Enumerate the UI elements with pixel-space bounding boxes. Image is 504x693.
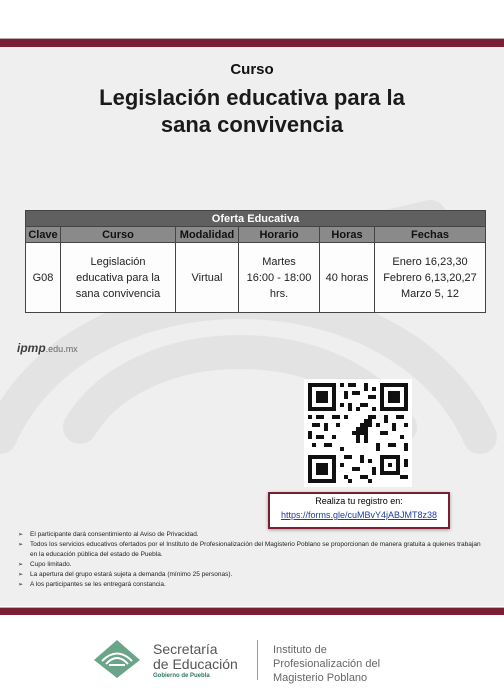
sep-name-line-2: de Educación	[153, 656, 238, 672]
cell-curso	[61, 243, 176, 313]
list-item: ➢ Cupo limitado.	[18, 560, 488, 570]
cell-horario	[239, 243, 320, 313]
header-curso: Curso	[61, 227, 176, 243]
ipmp-logo-name: ipmp	[17, 341, 46, 355]
bottom-brand-bar	[0, 607, 504, 615]
cell-fechas-line: Marzo 5, 12	[400, 287, 460, 300]
cell-modalidad: Virtual	[176, 243, 239, 313]
footer	[0, 616, 504, 693]
course-kicker: Curso	[230, 61, 274, 78]
sep-logo-icon	[92, 638, 142, 678]
cell-curso-line: Legislación	[90, 255, 146, 268]
list-item: ➢ La apertura del grupo estará sujeta a demanda (mínimo 25 personas).	[18, 570, 488, 580]
cell-horas: 40 horas	[320, 243, 375, 313]
institute-line-2: Profesionalización del	[273, 658, 381, 670]
sep-subtitle: Gobierno de Puebla	[153, 673, 210, 679]
course-title-line-1: Legislación educativa para la	[99, 85, 405, 110]
register-box	[268, 492, 450, 529]
notes-list	[18, 530, 488, 590]
cell-fechas-line: Febrero 6,13,20,27	[383, 271, 477, 284]
list-item: ➢ A los participantes se les entregará constancia.	[18, 580, 488, 590]
ipmp-logo	[17, 341, 78, 355]
cell-fechas	[375, 243, 486, 313]
course-title-line-2: sana convivencia	[160, 112, 344, 137]
sep-name-line-1: Secretaría	[153, 641, 218, 657]
cell-horario-line: hrs.	[269, 287, 289, 300]
qr-code-icon[interactable]	[304, 379, 412, 487]
footer-divider	[257, 640, 258, 680]
header-clave: Clave	[26, 227, 61, 243]
institute-line-3: Magisterio Poblano	[273, 672, 368, 684]
list-item: ➢ El participante dará consentimiento al Aviso de Privacidad.	[18, 530, 488, 540]
cell-clave: G08	[26, 243, 61, 313]
institute-line-1: Instituto de	[273, 644, 327, 656]
register-link[interactable]: https://forms.gle/cuMBvY4jABJMT8z38	[280, 510, 438, 520]
header-horario: Horario	[239, 227, 320, 243]
offer-table	[25, 210, 486, 313]
institute-name	[273, 643, 380, 685]
list-item: ➢ Todos los servicios educativos ofertados por el Instituto de Profesionalización del Magisterio Poblano se proporcionan de manera gratuita a quienes trabajan en la educación pública del estado de Puebla.	[18, 540, 488, 560]
header-fechas: Fechas	[375, 227, 486, 243]
offer-table-title: Oferta Educativa	[26, 211, 486, 227]
ipmp-logo-domain: .edu.mx	[45, 344, 78, 354]
course-title	[60, 84, 444, 138]
cell-curso-line: sana convivencia	[75, 287, 161, 300]
cell-fechas-line: Enero 16,23,30	[392, 255, 468, 268]
header-modalidad: Modalidad	[176, 227, 239, 243]
header-horas: Horas	[320, 227, 375, 243]
cell-horario-line: Martes	[262, 255, 296, 268]
register-label: Realiza tu registro en:	[315, 496, 403, 506]
table-row	[26, 243, 486, 313]
sep-name	[153, 642, 238, 672]
cell-curso-line: educativa para la	[76, 271, 160, 284]
cell-horario-line: 16:00 - 18:00	[246, 271, 312, 284]
